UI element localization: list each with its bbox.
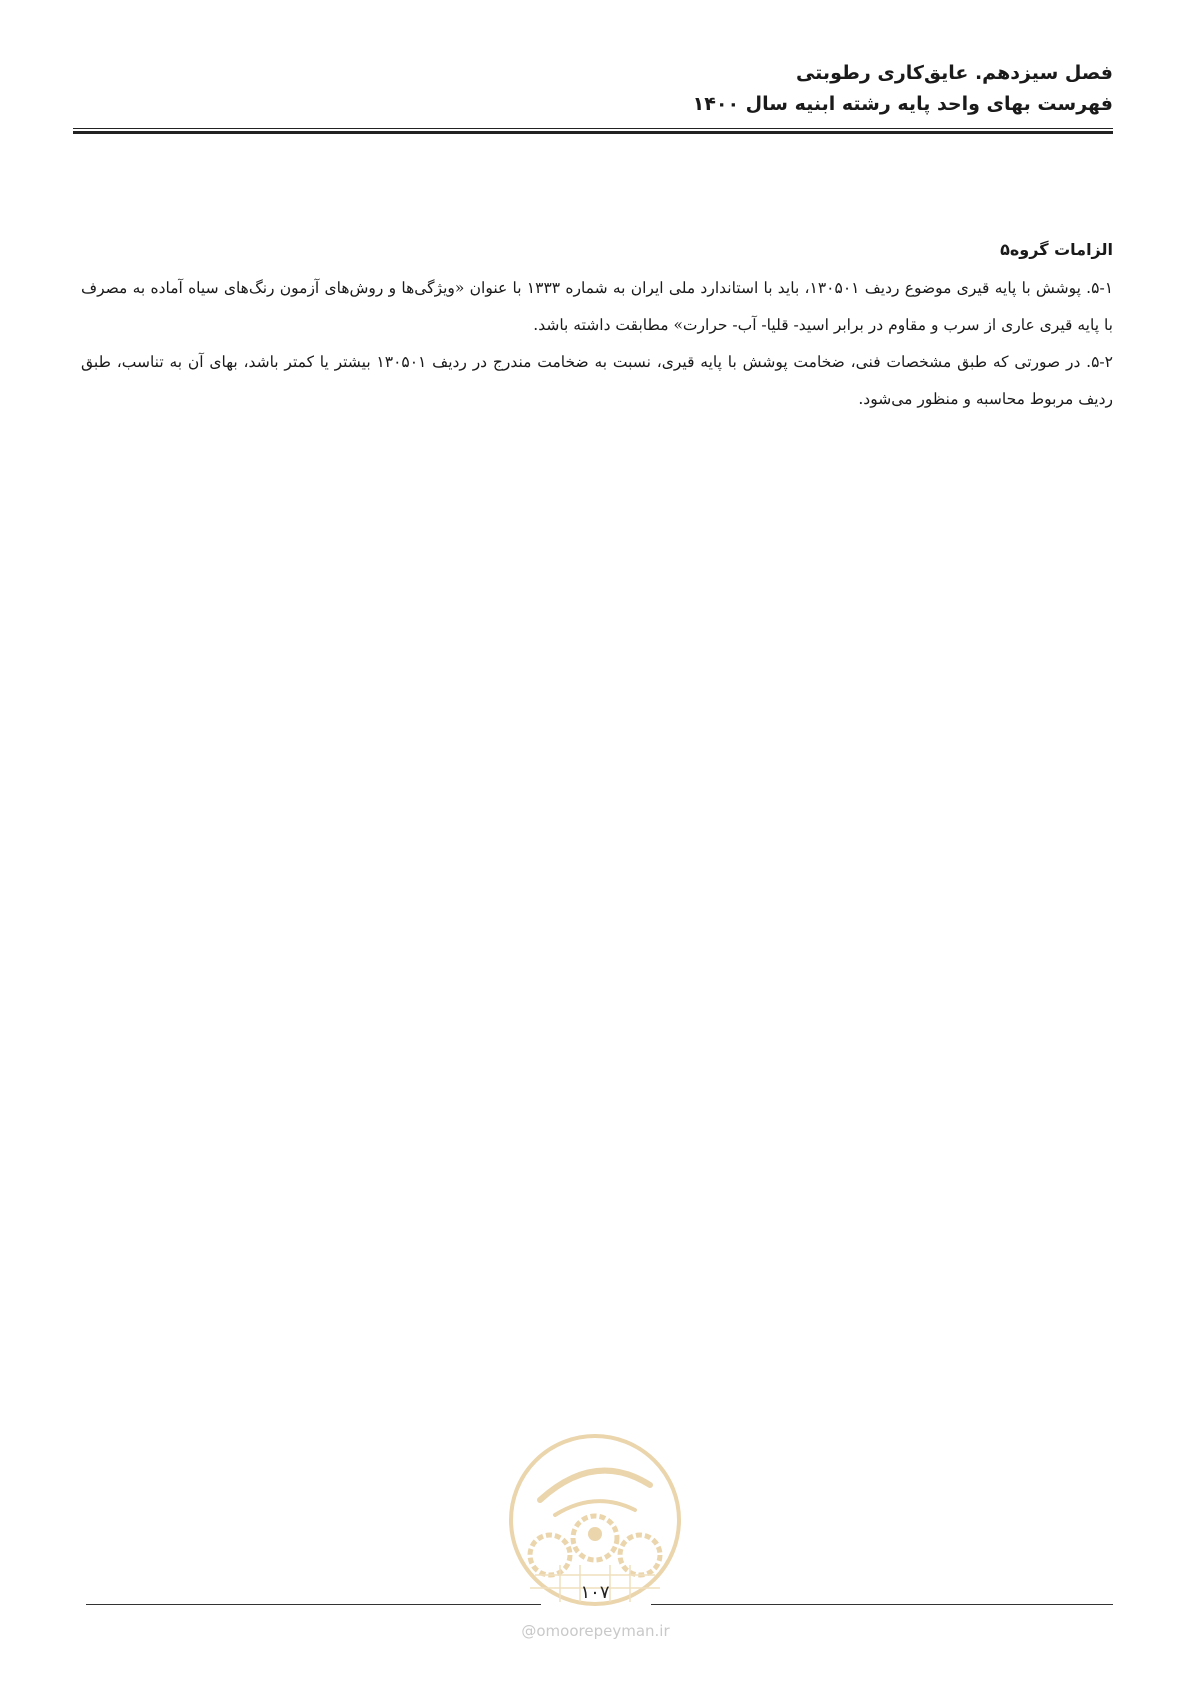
- page-number: ۱۰۷: [580, 1582, 610, 1603]
- book-title: فهرست بهای واحد پایه رشته ابنیه سال ۱۴۰۰: [692, 93, 1113, 115]
- section-title: الزامات گروه۵: [1000, 240, 1113, 259]
- footer-divider-right: [651, 1604, 1113, 1605]
- chapter-title: فصل سیزدهم. عایق‌کاری رطوبتی: [795, 62, 1113, 84]
- paragraph-5-1: ۵-۱. پوشش با پایه قیری موضوع ردیف ۱۳۰۵۰۱، باید با استاندارد ملی ایران به شماره ۱۳۳۳ با عنوان «ویژگی‌ها و روش‌های آزمون رنگ‌های سیاه آماده به مصرف با پایه قیری عاری از سرب و مقاوم در برابر اسید- قلیا- آب- حرارت» مطابقت داشته باشد.: [81, 279, 1114, 334]
- page-header: [73, 58, 1113, 120]
- footer-divider-left: [86, 1604, 541, 1605]
- paragraph-5-2: ۵-۲. در صورتی که طبق مشخصات فنی، ضخامت پوشش با پایه قیری، نسبت به ضخامت مندرج در ردیف ۱۳۰۵۰۱ بیشتر یا کمتر باشد، بهای آن به تناسب، طبق ردیف مربوط محاسبه و منظور می‌شود.: [81, 353, 1113, 408]
- main-content: [81, 236, 1113, 418]
- header-divider: [73, 128, 1113, 135]
- site-watermark-text: @omoorepeyman.ir: [521, 1622, 670, 1640]
